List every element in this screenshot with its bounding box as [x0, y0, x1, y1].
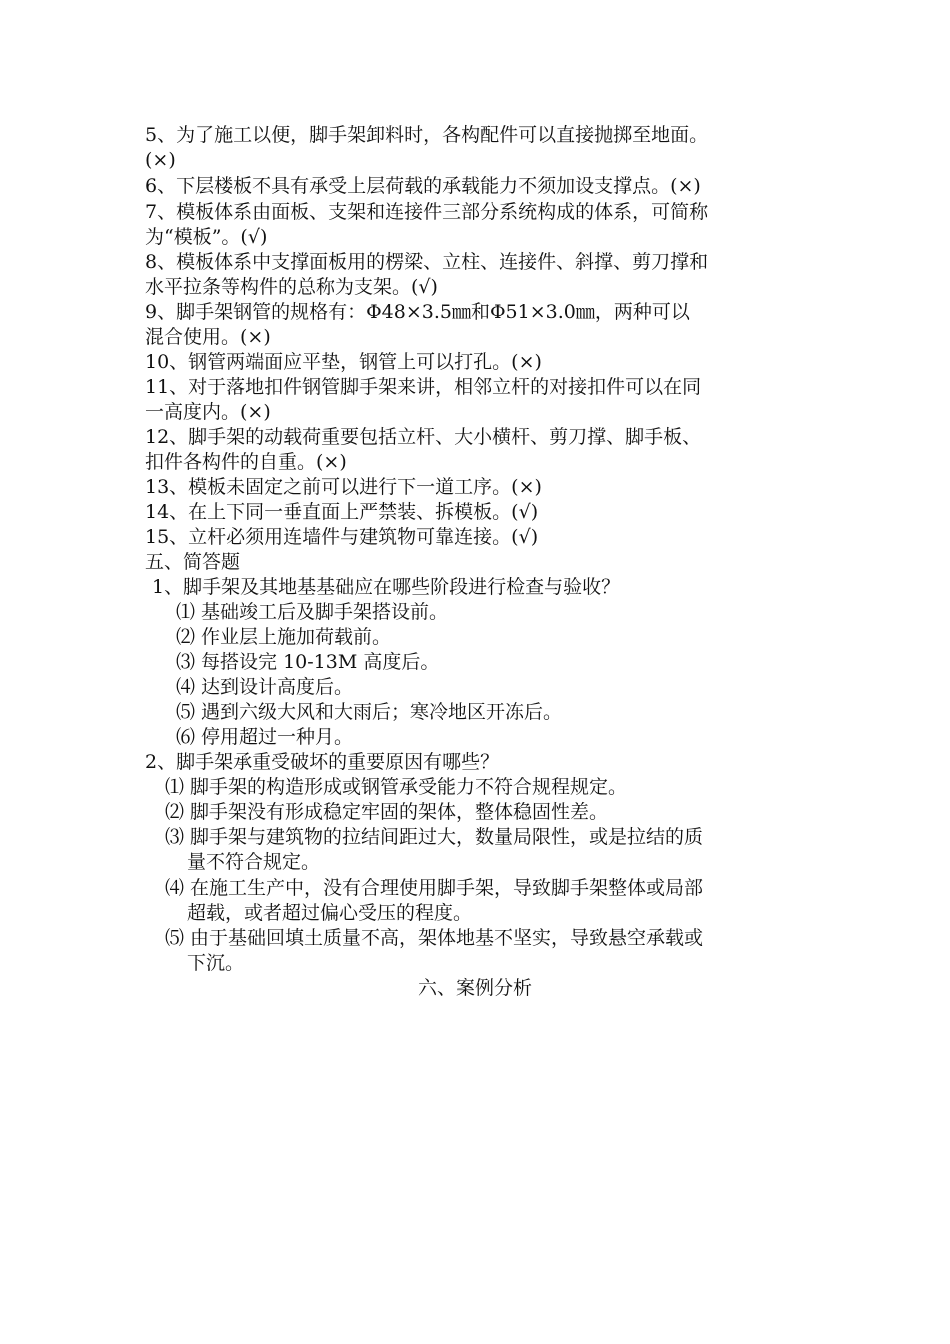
q2-answer-2: ⑵ 脚手架没有形成稳定牢固的架体，整体稳固性差。 — [165, 801, 609, 823]
q1-answer-4: ⑷ 达到设计高度后。 — [176, 676, 354, 698]
q1-answer-3: ⑶ 每搭设完 10-13M 高度后。 — [176, 651, 440, 673]
item-14: 14、在上下同一垂直面上严禁装、拆模板。(√) — [145, 501, 539, 523]
q1-answer-6: ⑹ 停用超过一种月。 — [176, 726, 354, 748]
item-10: 10、钢管两端面应平垫，钢管上可以打孔。(×) — [145, 351, 542, 373]
section-6-title: 六、案例分析 — [417, 977, 532, 999]
item-5-line1: 5、为了施工以便，脚手架卸料时，各构配件可以直接抛掷至地面。 — [145, 124, 709, 146]
item-12-line2: 扣件各构件的自重。(×) — [145, 451, 347, 473]
q1-answer-5: ⑸ 遇到六级大风和大雨后；寒冷地区开冻后。 — [176, 701, 563, 723]
item-13: 13、模板未固定之前可以进行下一道工序。(×) — [145, 476, 542, 498]
item-11-line1: 11、对于落地扣件钢管脚手架来讲，相邻立杆的对接扣件可以在同 — [145, 376, 702, 398]
item-8-line1: 8、模板体系中支撑面板用的楞梁、立柱、连接件、斜撑、剪刀撑和 — [145, 251, 709, 273]
q2-answer-4-line1: ⑷ 在施工生产中，没有合理使用脚手架，导致脚手架整体或局部 — [165, 877, 704, 899]
item-5-line2: (×) — [145, 149, 176, 171]
item-12-line1: 12、脚手架的动载荷重要包括立杆、大小横杆、剪刀撑、脚手板、 — [145, 426, 702, 448]
q2-answer-4-line2: 超载，或者超过偏心受压的程度。 — [187, 902, 473, 924]
q2-answer-1: ⑴ 脚手架的构造形成或钢管承受能力不符合规程规定。 — [165, 776, 628, 798]
q2-answer-3-line2: 量不符合规定。 — [187, 851, 321, 873]
question-1: 1、脚手架及其地基基础应在哪些阶段进行检查与验收？ — [152, 576, 621, 598]
section-5-title: 五、简答题 — [145, 551, 241, 573]
item-8-line2: 水平拉条等构件的总称为支架。(√) — [145, 276, 438, 298]
item-7-line2: 为“模板”。(√) — [145, 226, 268, 248]
q1-answer-2: ⑵ 作业层上施加荷载前。 — [176, 626, 392, 648]
q2-answer-5-line1: ⑸ 由于基础回填土质量不高，架体地基不坚实，导致悬空承载或 — [165, 927, 704, 949]
item-7-line1: 7、模板体系由面板、支架和连接件三部分系统构成的体系，可简称 — [145, 201, 709, 223]
item-6: 6、下层楼板不具有承受上层荷载的承载能力不须加设支撑点。(×) — [145, 175, 701, 197]
item-11-line2: 一高度内。(×) — [145, 401, 271, 423]
question-2: 2、脚手架承重受破坏的重要原因有哪些？ — [145, 751, 500, 773]
q1-answer-1: ⑴ 基础竣工后及脚手架搭设前。 — [176, 601, 449, 623]
q2-answer-5-line2: 下沉。 — [187, 952, 245, 974]
item-15: 15、立杆必须用连墙件与建筑物可靠连接。(√) — [145, 526, 539, 548]
q2-answer-3-line1: ⑶ 脚手架与建筑物的拉结间距过大，数量局限性，或是拉结的质 — [165, 826, 704, 848]
item-9-line2: 混合使用。(×) — [145, 326, 271, 348]
item-9-line1: 9、脚手架钢管的规格有：Φ48×3.5㎜和Φ51×3.0㎜，两种可以 — [145, 301, 690, 323]
